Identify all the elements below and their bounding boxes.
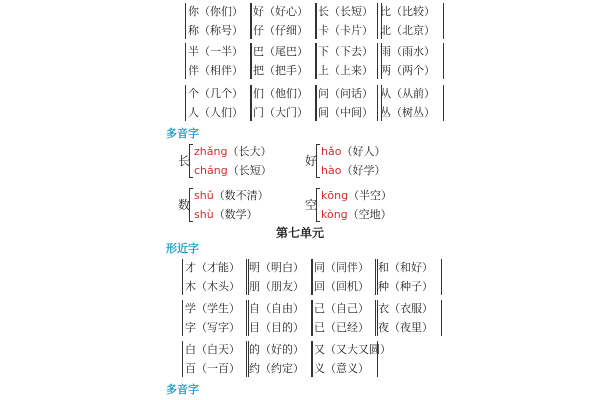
pair-line-2: 门（大门） [253,106,308,119]
pair-line-1: 长（长短） [318,5,373,18]
char-pair [377,2,443,40]
pinyin: kōng [321,189,349,202]
pair-line-2: 回（回机） [314,280,369,293]
pair-line-1: 半（一半） [188,45,243,58]
pair-line-2: 间（中间） [318,106,373,119]
pair-line-2: 已（已经） [314,321,369,334]
pair-line-2: 北（北京） [380,24,435,37]
pair-line-1: 才（才能） [185,261,240,274]
pair-line-2: 约（约定） [249,362,304,375]
polyphone-char: 长 [178,154,191,168]
section-heading-similar: 形近字 [166,242,199,255]
pair-line-1: 们（他们） [253,87,308,100]
pair-line-1: 学（学生） [185,302,240,315]
pair-line-2: 称（称号） [188,24,243,37]
polyphone-char: 数 [178,198,191,212]
char-pair [377,84,443,122]
pinyin: shǔ [194,189,214,202]
pair-line-1: 巴（尾巴） [253,45,308,58]
pair-line-1: 又（又大又圆） [314,343,391,356]
example-word: （数不清） [213,189,269,202]
pair-line-2: 卡（卡片） [318,24,373,37]
pair-line-2: 义（意义） [314,362,369,375]
char-pair [315,2,381,40]
char-pair [250,84,316,122]
char-pair [315,84,381,122]
polyphone-entry [305,186,425,224]
pair-line-1: 的（好的） [249,343,304,356]
example-word: （长短） [227,164,272,177]
char-pair [246,340,312,378]
char-pair [246,258,312,296]
section-heading-polyphone-2: 多音字 [166,383,199,396]
pinyin: zhǎng [194,145,228,158]
char-pair [185,42,251,80]
pair-line-2: 把（把手） [253,64,308,77]
pinyin: hǎo [321,145,342,158]
pair-line-1: 和（和好） [378,261,433,274]
char-pair [250,2,316,40]
section-heading-polyphone: 多音字 [166,127,199,140]
char-pair [185,84,251,122]
pinyin: shù [194,208,214,221]
char-pair [377,42,443,80]
pinyin: hào [321,164,342,177]
pair-line-2: 两（两个） [380,64,435,77]
pair-line-2: 百（一百） [185,362,240,375]
polyphone-entry [178,186,298,224]
pinyin: cháng [194,164,228,177]
char-pair [250,42,316,80]
pair-line-1: 明（明白） [249,261,304,274]
pair-line-2: 上（上来） [318,64,373,77]
char-pair [246,299,312,337]
pair-line-2: 字（写字） [185,321,240,334]
char-pair [315,42,381,80]
pinyin: kòng [321,208,348,221]
polyphone-char: 空 [305,198,318,212]
polyphone-char: 好 [305,154,318,168]
char-pair [311,340,391,378]
example-word: （好学） [341,164,386,177]
pair-line-1: 好（好心） [253,5,308,18]
pair-line-1: 问（问话） [318,87,373,100]
pair-line-1: 衣（衣服） [378,302,433,315]
pair-line-2: 人（人们） [188,106,243,119]
pair-line-1: 己（自己） [314,302,369,315]
pair-line-1: 从（从前） [380,87,435,100]
pair-line-1: 你（你们） [188,5,243,18]
polyphone-entry [178,142,298,180]
char-pair [375,258,441,296]
char-pair [185,2,251,40]
pair-line-1: 下（下去） [318,45,373,58]
polyphone-entry [305,142,425,180]
pair-line-1: 比（比较） [380,5,435,18]
unit-title: 第七单元 [275,226,324,240]
char-pair [311,299,377,337]
char-pair [375,299,441,337]
pair-line-1: 自（自由） [249,302,304,315]
pair-line-2: 仔（仔细） [253,24,308,37]
char-pair [182,258,248,296]
pair-line-2: 丛（树丛） [380,106,435,119]
char-pair [182,340,248,378]
example-word: （好人） [341,145,386,158]
char-pair [182,299,248,337]
pair-line-2: 目（目的） [249,321,304,334]
example-word: （数学） [213,208,258,221]
pair-line-2: 夜（夜里） [378,321,433,334]
pair-line-1: 同（同伴） [314,261,369,274]
pair-line-1: 白（白天） [185,343,240,356]
pair-line-1: 个（几个） [188,87,243,100]
pair-line-1: 雨（雨水） [380,45,435,58]
pair-line-2: 伴（相伴） [188,64,243,77]
example-word: （半空） [348,189,393,202]
pair-line-2: 朋（朋友） [249,280,304,293]
pair-line-2: 种（种子） [378,280,433,293]
char-pair [311,258,377,296]
example-word: （长大） [227,145,272,158]
example-word: （空地） [347,208,392,221]
pair-line-2: 木（木头） [185,280,240,293]
